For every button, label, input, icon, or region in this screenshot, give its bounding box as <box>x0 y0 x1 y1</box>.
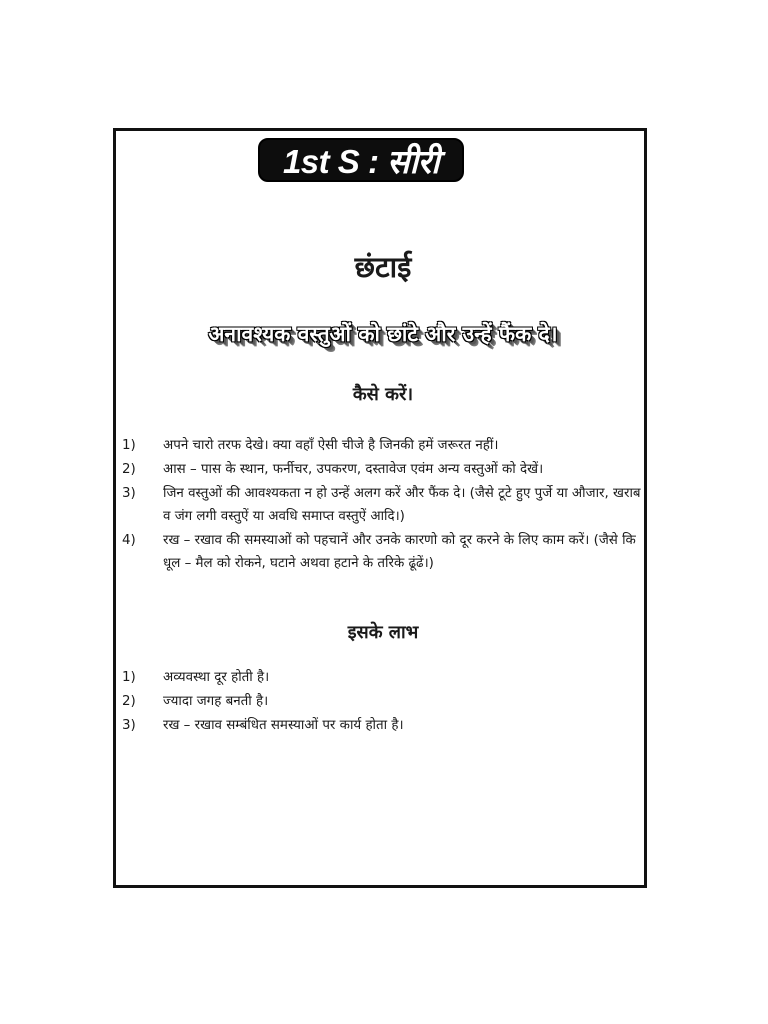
list-item <box>122 529 646 575</box>
item-number: 2) <box>122 462 136 477</box>
list-item <box>122 666 646 689</box>
benefits-list <box>122 666 646 738</box>
header-badge <box>258 138 464 182</box>
list-item <box>122 434 646 457</box>
list-item <box>122 482 646 528</box>
item-text: अव्यवस्था दूर होती है। <box>163 670 270 685</box>
item-text: ज्यादा जगह बनती है। <box>163 694 269 709</box>
item-text: आस – पास के स्थान, फर्नीचर, उपकरण, दस्तावेज एवंम अन्य वस्तुओं को देखें। <box>163 462 544 477</box>
slogan-banner: अनावश्यक वस्तुओं को छांटे और उन्हें फैंक दे। <box>208 322 558 346</box>
steps-list <box>122 434 646 576</box>
item-number: 3) <box>122 718 136 733</box>
item-text: जिन वस्तुओं की आवश्यकता न हो उन्हें अलग करें और फैंक दे। (जैसे टूटे हुए पुर्जे या औजार, खराब व जंग लगी वस्तुऐं या अवधि समाप्त वस्तुऐं आदि।) <box>163 486 641 524</box>
item-number: 4) <box>122 533 136 548</box>
how-to-heading: कैसे करें। <box>352 384 414 405</box>
item-number: 1) <box>122 438 136 453</box>
item-text: रख – रखाव की समस्याओं को पहचानें और उनके कारणो को दूर करने के लिए काम करें। (जैसे कि धूल – मैल को रोकने, घटाने अथवा हटाने के तरिके ढूंढें।) <box>163 533 636 571</box>
badge-text: 1st S : सीरी <box>282 142 440 180</box>
item-number: 3) <box>122 486 136 501</box>
list-item <box>122 690 646 713</box>
list-item <box>122 458 646 481</box>
page-title: छंटाई <box>354 250 412 284</box>
item-text: अपने चारो तरफ देखे। क्या वहाँ ऐसी चीजे है जिनकी हमें जरूरत नहीं। <box>163 438 499 453</box>
item-text: रख – रखाव सम्बंधित समस्याओं पर कार्य होता है। <box>163 718 404 733</box>
item-number: 1) <box>122 670 136 685</box>
item-number: 2) <box>122 694 136 709</box>
benefits-heading: इसके लाभ <box>347 622 419 643</box>
list-item <box>122 714 646 737</box>
